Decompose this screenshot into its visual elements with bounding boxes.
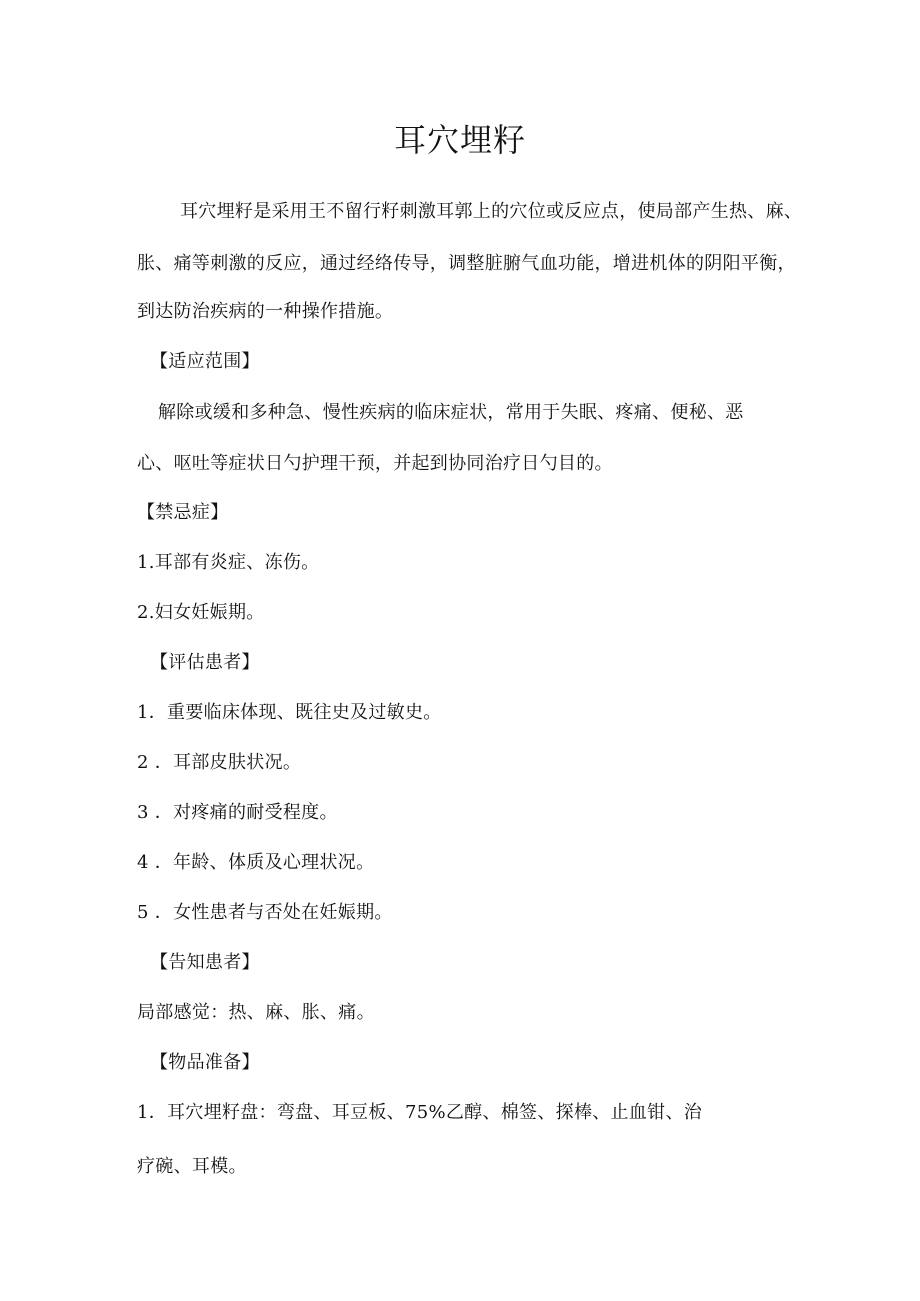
indications-line-2: 心、呕吐等症状日勺护理干预，并起到协同治疗日勺目的。 (137, 453, 613, 474)
materials-line-2: 疗碗、耳模。 (137, 1156, 247, 1177)
intro-line-1: 耳穴埋籽是采用王不留行籽刺激耳郭上的穴位或反应点，使局部产生热、麻、 (180, 201, 803, 222)
assessment-item-5: 5 ．女性患者与否处在妊娠期。 (137, 902, 393, 923)
intro-line-2: 胀、痛等刺激的反应，通过经络传导，调整脏腑气血功能，增进机体的阴阳平衡， (137, 253, 796, 274)
page-title: 耳穴埋籽 (393, 121, 526, 159)
inform-heading: 【告知患者】 (150, 952, 260, 973)
assessment-item-2: 2 ．耳部皮肤状况。 (137, 752, 302, 773)
contraindications-heading: 【禁忌症】 (137, 502, 229, 523)
assessment-item-4: 4 ．年龄、体质及心理状况。 (137, 852, 375, 873)
indications-line-1: 解除或缓和多种急、慢性疾病的临床症状，常用于失眠、疼痛、便秘、恶 (158, 402, 744, 423)
intro-line-3: 到达防治疾病的一种操作措施。 (137, 301, 394, 322)
contraindication-item-2: 2.妇女妊娠期。 (137, 602, 265, 623)
assessment-item-1: 1．重要临床体现、既往史及过敏史。 (137, 702, 442, 723)
contraindication-item-1: 1.耳部有炎症、冻伤。 (137, 552, 320, 573)
assessment-heading: 【评估患者】 (150, 652, 260, 673)
materials-heading: 【物品准备】 (150, 1052, 260, 1073)
assessment-item-3: 3 ．对疼痛的耐受程度。 (137, 802, 338, 823)
materials-line-1: 1．耳穴埋籽盘：弯盘、耳豆板、75%乙醇、棉签、探棒、止血钳、治 (137, 1102, 703, 1123)
indications-heading: 【适应范围】 (150, 351, 260, 372)
inform-line-1: 局部感觉：热、麻、胀、痛。 (137, 1002, 375, 1023)
